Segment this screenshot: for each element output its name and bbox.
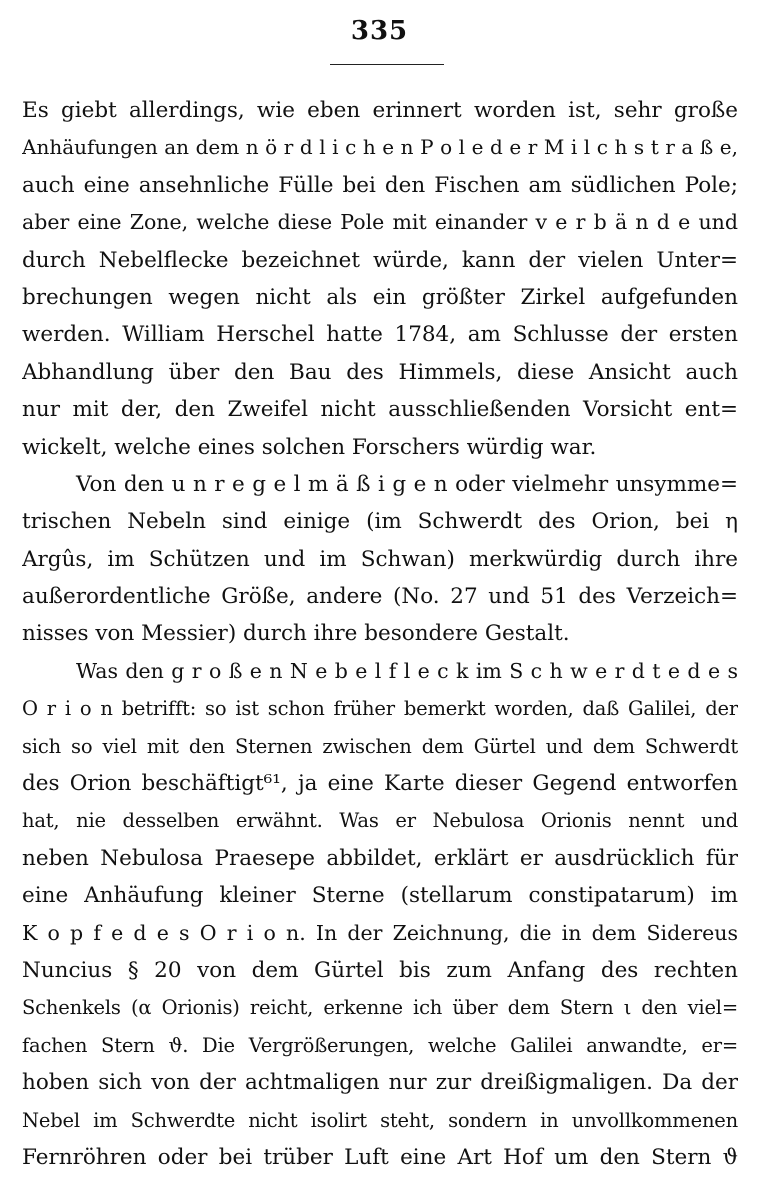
text-line: Von den u n r e g e l m ä ß i g e n oder vielmehr unsymme= bbox=[76, 471, 738, 497]
text-line: durch Nebelflecke bezeichnet würde, kann der vielen Unter= bbox=[22, 247, 738, 273]
text-line: Nuncius § 20 von dem Gürtel bis zum Anfang des rechten bbox=[22, 957, 738, 983]
text-line: Abhandlung über den Bau des Himmels, diese Ansicht auch bbox=[22, 359, 738, 385]
text-line: Argûs, im Schützen und im Schwan) merkwürdig durch ihre bbox=[22, 546, 738, 572]
text-line: Was den g r o ß e n N e b e l f l e c k im S c h w e r d t e d e s bbox=[76, 658, 738, 683]
header-rule bbox=[330, 64, 444, 65]
text-line: außerordentliche Größe, andere (No. 27 und 51 des Verzeich= bbox=[22, 584, 738, 610]
text-line: sich so viel mit den Sternen zwischen dem Gürtel und dem Schwerdt bbox=[22, 734, 738, 758]
text-line: hoben sich von der achtmaligen nur zur dreißigmaligen. Da der bbox=[22, 1070, 738, 1096]
text-line: Nebel im Schwerdte nicht isolirt steht, sondern in unvollkommenen bbox=[22, 1108, 738, 1132]
text-line: Schenkels (α Orionis) reicht, erkenne ich über dem Stern ι den viel= bbox=[22, 996, 738, 1020]
text-line: Fernröhren oder bei trüber Luft eine Art Hof um den Stern ϑ bbox=[22, 1144, 738, 1170]
text-line: brechungen wegen nicht als ein größter Zirkel aufgefunden bbox=[22, 284, 738, 310]
text-line: fachen Stern ϑ. Die Vergrößerungen, welche Galilei anwandte, er= bbox=[22, 1033, 738, 1057]
text-line: werden. William Herschel hatte 1784, am Schlusse der ersten bbox=[22, 322, 738, 348]
page-number: 335 bbox=[350, 16, 409, 46]
text-line: hat, nie desselben erwähnt. Was er Nebulosa Orionis nennt und bbox=[22, 809, 738, 833]
text-line: nur mit der, den Zweifel nicht ausschließenden Vorsicht ent= bbox=[22, 397, 738, 423]
text-line: Es giebt allerdings, wie eben erinnert worden ist, sehr große bbox=[22, 98, 738, 123]
text-line: Anhäufungen an dem n ö r d l i c h e n P o l e d e r M i l c h s t r a ß e, bbox=[22, 135, 738, 160]
text-line: trischen Nebeln sind einige (im Schwerdt des Orion, bei η bbox=[22, 509, 738, 535]
text-line: neben Nebulosa Praesepe abbildet, erklärt er ausdrücklich für bbox=[22, 845, 738, 871]
text-line: eine Anhäufung kleiner Sterne (stellarum constipatarum) im bbox=[22, 883, 738, 909]
text-line: nisses von Messier) durch ihre besondere Gestalt. bbox=[22, 621, 570, 647]
text-line: aber eine Zone, welche diese Pole mit einander v e r b ä n d e und bbox=[22, 210, 738, 235]
text-line: wickelt, welche eines solchen Forschers würdig war. bbox=[22, 434, 597, 460]
body-text bbox=[22, 92, 738, 1176]
text-line: des Orion beschäftigt⁶¹, ja eine Karte dieser Gegend entworfen bbox=[22, 771, 738, 797]
text-line: K o p f e d e s O r i o n. In der Zeichnung, die in dem Sidereus bbox=[22, 920, 738, 945]
text-line: auch eine ansehnliche Fülle bei den Fischen am südlichen Pole; bbox=[22, 172, 738, 198]
text-line: O r i o n betrifft: so ist schon früher bemerkt worden, daß Galilei, der bbox=[22, 697, 738, 721]
